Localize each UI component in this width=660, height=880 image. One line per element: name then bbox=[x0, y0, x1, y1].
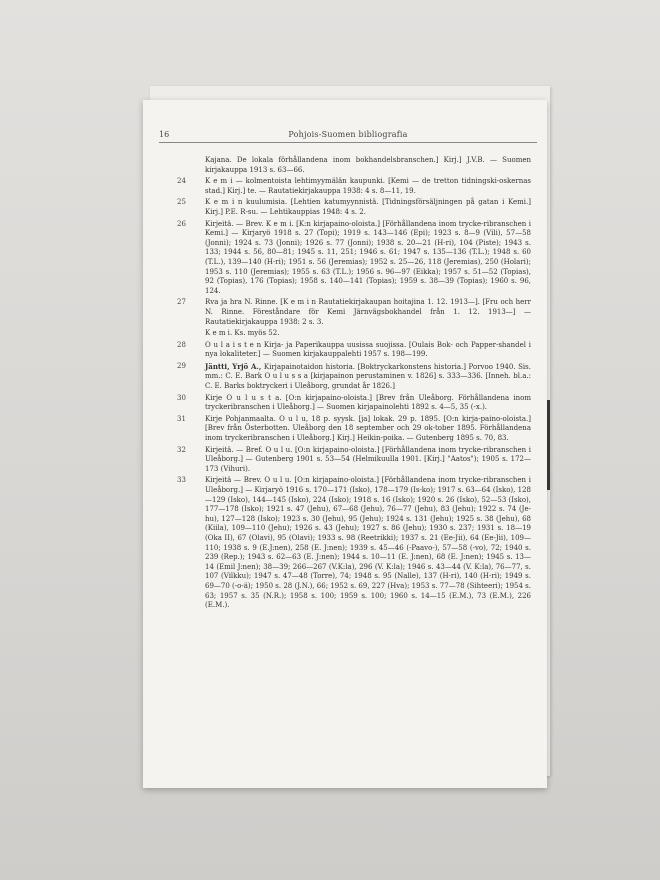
entry-lead: Kirjeitä. — Bref. bbox=[205, 445, 266, 454]
entry-place-name: K e m i bbox=[205, 177, 233, 186]
entry-number: 30 bbox=[177, 393, 186, 402]
entry-body: Rautatiekirjakaupan hoitajina 1. 12. 1913—]. [Fru och herr N. Rinne. Föreståndare för Kemi Järnvägsbokhandel från 1. 12. 1913—] — Rautatiekirjakauppa 1938: 2 s. 3. bbox=[205, 298, 531, 326]
entry-place-name: O u l u bbox=[264, 476, 290, 485]
document-page bbox=[143, 100, 547, 788]
bibliography-entry bbox=[159, 177, 531, 196]
entry-lead: Rva ja hra N. Rinne. [ bbox=[205, 298, 284, 307]
entry-number: 25 bbox=[177, 198, 186, 207]
entry-text bbox=[205, 341, 531, 360]
entry-number: 33 bbox=[177, 476, 186, 485]
bibliography-entries bbox=[159, 156, 531, 613]
entry-body: . Ks. myös 52. bbox=[229, 329, 280, 338]
entry-author: Jäntti, Yrjö A., bbox=[205, 361, 262, 371]
entry-number: 28 bbox=[177, 340, 186, 349]
entry-text bbox=[205, 394, 531, 413]
entry-place-name: K e m i bbox=[205, 329, 230, 338]
entry-number: 24 bbox=[177, 177, 186, 186]
entry-body: Kirjapainotaidon historia. [Boktryckarkonstens historia.] Porvoo 1940. Sis. mm.: C. E. Bark O u l u s s a [kirjapainon perustaminen v. 1826] s. 333—336. [Inneh. bl.a.: C. E. Barks boktryckeri i Uleåborg, grundat år 1826.] bbox=[205, 362, 531, 391]
entry-body: . [O:n kirjapaino-oloista.] [Förhållandena inom trycke-ribranschen i Uleåborg.] — Kirjaryö 1916 s. 170—171 (Isko), 178—179 (Is-ko); 1917 s. 63—64 (Isko), 128—129 (Isko), 144—145 (Isko), 224 (Isko); 1918 s. 16 (Isko); 1920 s. 26 (Isko), 52—53 (Isko), 177—178 (Isko); 1921 s. 47 (Jehu), 67—68 (Jehu), 76—77 (Jehu), 83 (Jehu); 1922 s. 74 (Je-hu), 127—128 (Isko); 1923 s. 30 (Jehu), 95 (Jehu); 1924 s. 131 (Jehu); 1925 s. 38 (Jehu), 68 (Kiila), 109—110 (Jehu); 1926 s. 43 (Jehu); 1927 s. 86 (Jehu); 1930 s. 237; 1931 s. 18—19 (Oka II), 67 (Olavi), 95 (Olavi); 1933 s. 98 (Reetrikki); 1937 s. 21 (Ee-Jii), 64 (Ee-Jii), 109—110; 1938 s. 9 (E.J:nen), 258 (E. J:nen); 1939 s. 45—46 (-Paavo-), 57—58 (-vo), 72; 1940 s. 239 (Rep.); 1943 s. 62—63 (E. J:nen); 1944 s. 10—11 (E. J:nen), 68 (E. J:nen); 1945 s. 13—14 (Emil J:nen); 38—39; 266—267 (V.K:la), 296 (V. K:la); 1946 s. 43—44 (V. K:la), 76—77, s. 107 (Vilkku); 1947 s. 47—48 (Torre), 74; 1948 s. 95 (Nalle), 137 (H-ri), 140 (H-ri); 1949 s. 69—70 (-o-ä); 1950 s. 28 (J.N.), 66; 1952 s. 69, 227 (Hva); 1953 s. 77—78 (Sihteeri); 1954 s. 63; 1957 s. 35 (N.R.); 1958 s. 100; 1959 s. 100; 1960 s. 14—15 (E.M.), 73 (E.M.), 226 (E.M.). bbox=[205, 476, 531, 610]
bibliography-entry bbox=[159, 394, 531, 413]
entry-body: — kolmentoista lehtimyymälän kaupunki. [Kemi — de tretton tidningski-oskernas stad.] Kirj.] te. — Rautatiekirjakauppa 1938: 4 s. 8—11, 19. bbox=[205, 177, 531, 195]
entry-lead: Kirje Pohjanmaalta. bbox=[205, 414, 280, 423]
entry-number: 27 bbox=[177, 298, 186, 307]
page-edge-mark bbox=[547, 400, 550, 490]
entry-text bbox=[205, 446, 531, 475]
entry-place-name: K e m i bbox=[265, 219, 292, 228]
entry-body: . [O:n kirjapaino-oloista.] [Brev från Uleåborg. Förhållandena inom tryckeribranschen i Uleåborg.] — Suomen kirjapainolehti 1892 s. 4—5, 35 (-x.). bbox=[205, 393, 531, 412]
entry-text bbox=[205, 156, 531, 175]
entry-body: . [K:n kirjapaino-oloista.] [Förhållandena inom trycke-ribranschen i Kemi.] — Kirjaryö 1918 s. 27 (Topi); 1919 s. 143—146 (Epi); 1923 s. 8—9 (Vili), 57—58 (Jonni); 1924 s. 73 (Jonni); 1926 s. 77 (Jonni); 1938 s. 20—21 (H-ri), 104 (Piste); 1943 s. 133; 1944 s. 56, 80—81; 1945 s. 11, 251; 1946 s. 61; 1947 s. 135—136 (T.L.); 1948 s. 60 (T.L.), 139—140 (H-ri); 1951 s. 56 (Jeremias); 1952 s. 25—26, 118 (Jeremias), 250 (Holari); 1953 s. 110 (Jeremias); 1955 s. 63 (T.L.); 1956 s. 96—97 (Eikka); 1957 s. 51—52 (Topias), 92 (Topias), 176 (Topias); 1958 s. 140—141 (Topias); 1959 s. 38—39 (Topias); 1960 s. 96, 124. bbox=[205, 219, 531, 295]
entry-body: . [O:n kirjapaino-oloista.] [Förhållandena inom trycke-ribranschen i Uleåborg.] — Gutenberg 1901 s. 53—54 (Helmikuulla 1901. [Kirj.] "Aatos"); 1905 s. 172—173 (Vihuri). bbox=[205, 445, 531, 473]
entry-text bbox=[205, 329, 531, 339]
entry-text bbox=[205, 198, 531, 217]
page-header bbox=[159, 130, 537, 143]
entry-text bbox=[205, 476, 531, 610]
entry-number: 31 bbox=[177, 414, 186, 423]
bibliography-entry bbox=[159, 329, 531, 339]
entry-lead: Kirjeitä. — Brev. bbox=[205, 219, 266, 228]
entry-body: , 18 p. syysk. [ja] lokak. 29 p. 1895. [O:n kirja-paino-oloista.] [Brev från Österbotten. Uleåborg den 18 september och 29 ok-tober 1895. Förhållandena inom tryckeribranschen i Uleåborg.] Kirj.] Heikin-poika. — Gutenberg 1895 s. 70, 83. bbox=[205, 414, 532, 443]
entry-place-name: O u l u bbox=[279, 414, 306, 423]
bibliography-entry bbox=[159, 476, 531, 610]
bibliography-entry bbox=[159, 362, 531, 392]
bibliography-entry bbox=[159, 341, 531, 360]
entry-text bbox=[205, 220, 531, 297]
entry-text bbox=[205, 362, 531, 392]
entry-place-name: O u l a i s t e n bbox=[205, 340, 262, 349]
entry-text bbox=[205, 177, 531, 196]
entry-text bbox=[205, 298, 531, 327]
bibliography-entry bbox=[159, 156, 531, 175]
bibliography-entry bbox=[159, 198, 531, 217]
entry-number: 26 bbox=[177, 219, 186, 228]
entry-number: 29 bbox=[177, 361, 186, 370]
entry-lead: Kirjeitä — Brev. bbox=[205, 476, 265, 485]
running-title: Pohjois-Suomen bibliografia bbox=[288, 130, 408, 139]
entry-place-name: K e m i n bbox=[205, 198, 243, 207]
entry-number: 32 bbox=[177, 445, 186, 454]
bibliography-entry bbox=[159, 446, 531, 475]
entry-place-name: O u l u s t a bbox=[226, 393, 280, 402]
page-number: 16 bbox=[159, 130, 170, 139]
entry-place-name: K e m i n bbox=[283, 298, 316, 307]
entry-body: Kirja- ja Paperikauppa uusissa suojissa. [Oulais Bok- och Papper-shandel i nya lokaliteter.] — Suomen kirjakauppalehti 1957 s. 198—199. bbox=[205, 340, 531, 359]
bibliography-entry bbox=[159, 220, 531, 297]
entry-body: Kajana. De lokala förhållandena inom bokhandelsbranschen.] Kirj.] J.V.B. — Suomen kirjakauppa 1913 s. 63—66. bbox=[205, 156, 531, 174]
entry-lead: Kirje bbox=[205, 393, 227, 402]
entry-place-name: O u l u bbox=[265, 445, 291, 454]
bibliography-entry bbox=[159, 298, 531, 327]
entry-body: kuulumisia. [Lehtien katumyynnistä. [Tidningsförsäljningen på gatan i Kemi.] Kirj.] P.E. R-su. — Lehtikauppias 1948: 4 s. 2. bbox=[205, 198, 531, 216]
bibliography-entry bbox=[159, 415, 531, 444]
entry-text bbox=[205, 415, 531, 444]
